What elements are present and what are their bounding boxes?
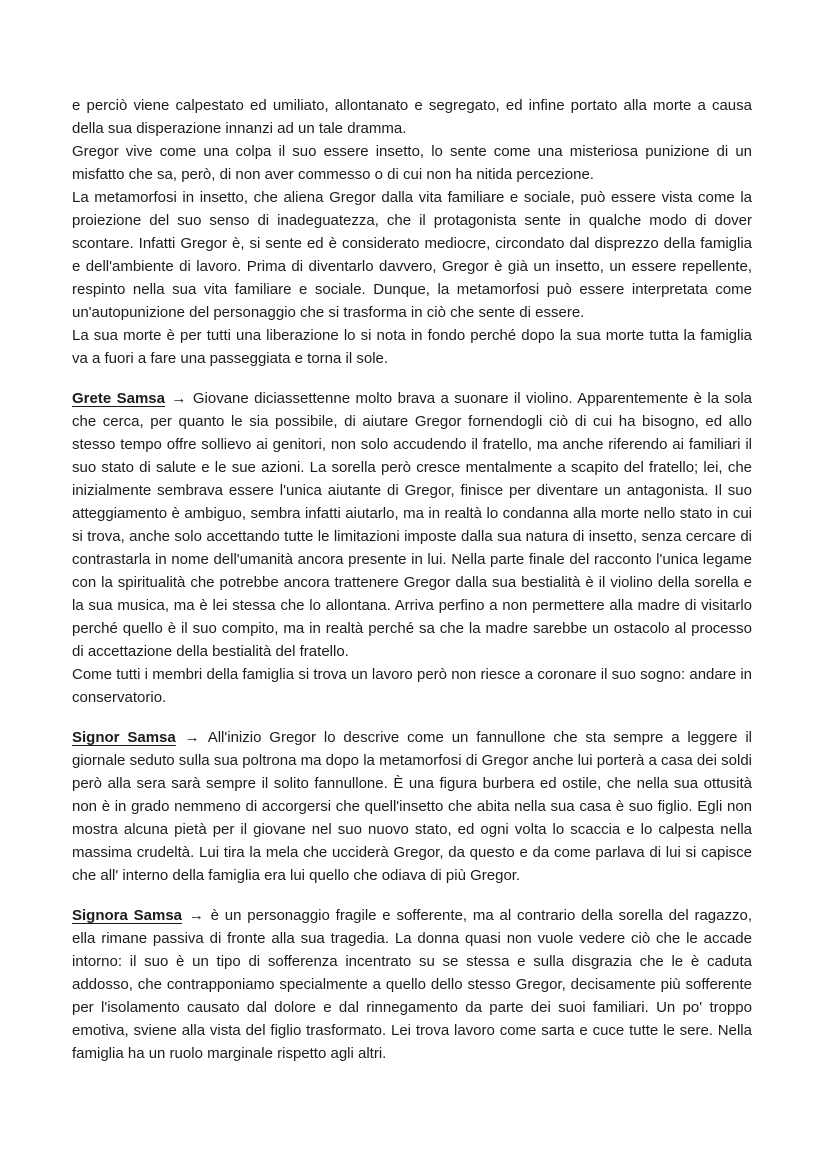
section-body-text: Giovane diciassettenne molto brava a suonare il violino. Apparentemente è la sola che cerca, per quanto le sia possibile, di aiutare Gregor fornendogli ciò di cui ha bisogno, ed allo stesso tempo offre sollievo ai genitori, non solo accudendo il fratello, ma anche riferendo ai familiari il suo stato di salute e le sue azioni. La sorella però cresce mentalmente a scapito del fratello; lei, che inizialmente sembrava essere l'unica aiutante di Gregor, finisce per diventare un antagonista. Il suo atteggiamento è ambiguo, sembra infatti aiutarlo, ma in realtà lo condanna alla morte nello stato in cui si trova, anche solo accettando tutte le limitazioni imposte dalla sua natura di insetto, senza cercare di contrastarla in nome dell'umanità ancora presente in lui. Nella parte finale del racconto l'unica legame con la spiritualità che potrebbe ancora trattenere Gregor dalla sua bestialità è il violino della sorella e la sua musica, ma è lei stessa che lo allontana. Arriva perfino a non permettere alla madre di visitarlo perché quello è il suo compito, ma in realtà perché sa che la madre sarebbe un ostacolo al processo di accettazione della bestialità del fratello. [72,390,753,660]
right-arrow-icon: → [184,729,200,746]
section-heading-signora-samsa: Signora Samsa [72,907,183,924]
intro-paragraph-1: e perciò viene calpestato ed umiliato, allontanato e segregato, ed infine portato alla morte a causa della sua disperazione innanzi ad un tale dramma. [72,97,752,137]
section-body-text: è un personaggio fragile e sofferente, ma al contrario della sorella del ragazzo, ella rimane passiva di fronte alla sua tragedia. La donna quasi non vuole vedere ciò che le accade intorno: il suo è un tipo di sofferenza incentrato su se stessa e sulla disgrazia che le è caduta addosso, che contrapponiamo specialmente a quello dello stesso Gregor, decisamente più sofferente per l'isolamento causato dal dolore e dal rinnegamento da parte dei suoi familiari. Un po' troppo emotiva, sviene alla vista del figlio trasformato. Lei trova lavoro come sarta e cuce tutte le sere. Nella famiglia ha un ruolo marginale rispetto agli altri. [72,907,752,1062]
section-extra-paragraph: Come tutti i membri della famiglia si trova un lavoro però non riesce a coronare il suo sogno: andare in conservatorio. [72,666,752,706]
section-heading-grete-samsa: Grete Samsa [72,390,165,407]
right-arrow-icon: → [171,390,187,407]
section-heading-signor-samsa: Signor Samsa [72,729,176,746]
section-grete-samsa [72,387,752,709]
section-lead-paragraph [72,904,752,1065]
section-lead-paragraph [72,387,752,663]
intro-paragraph-4: La sua morte è per tutti una liberazione lo si nota in fondo perché dopo la sua morte tutta la famiglia va a fuori a fare una passeggiata e torna il sole. [72,327,752,367]
section-signor-samsa [72,726,752,887]
intro-paragraph-3: La metamorfosi in insetto, che aliena Gregor dalla vita familiare e sociale, può essere vista come la proiezione del suo senso di inadeguatezza, che il protagonista sente in qualche modo di dover scontare. Infatti Gregor è, si sente ed è considerato mediocre, circondato dal disprezzo della famiglia e dell'ambiente di lavoro. Prima di diventarlo davvero, Gregor è già un insetto, un essere repellente, respinto nella sua vita familiare e sociale. Dunque, la metamorfosi può essere interpretata come un'autopunizione del personaggio che si trasforma in ciò che sente di essere. [72,189,752,321]
section-lead-paragraph [72,726,752,887]
right-arrow-icon: → [188,907,204,924]
section-body-text: All'inizio Gregor lo descrive come un fannullone che sta sempre a leggere il giornale seduto sulla sua poltrona ma dopo la metamorfosi di Gregor anche lui porterà a casa dei soldi però alla sera sarà sempre il solito fannullone. È una figura burbera ed ostile, che nella sua ottusità non è in grado nemmeno di accorgersi che quell'insetto che abita nella sua casa è suo figlio. Egli non mostra alcuna pietà per il giovane nel suo nuovo stato, ed ogni volta lo scaccia e lo calpesta nella massima crudeltà. Lui tira la mela che ucciderà Gregor, da questo e da come parlava di lui si capisce che all' interno della famiglia era lui quello che odiava di più Gregor. [72,729,753,884]
section-signora-samsa [72,904,752,1065]
intro-paragraph-2: Gregor vive come una colpa il suo essere insetto, lo sente come una misteriosa punizione di un misfatto che sa, però, di non aver commesso o di cui non ha nitida percezione. [72,143,752,183]
